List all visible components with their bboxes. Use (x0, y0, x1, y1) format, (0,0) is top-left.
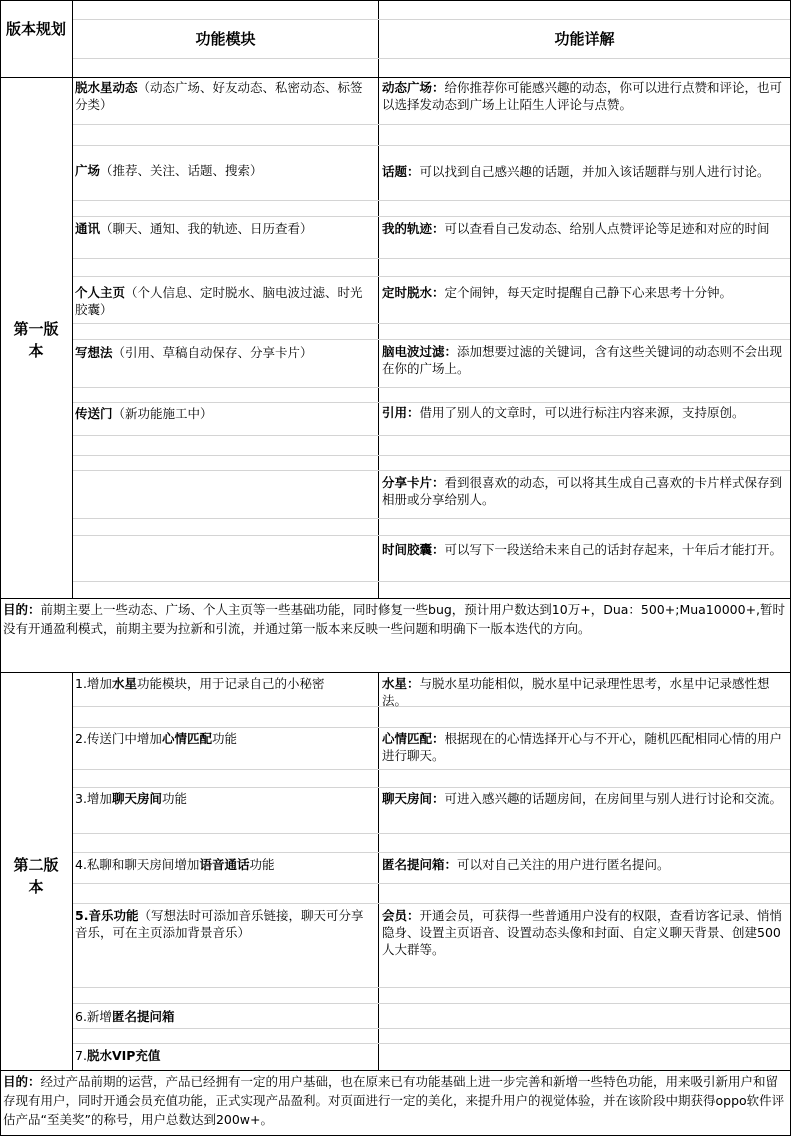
gridline (73, 124, 790, 125)
detail-title: 分享卡片： (382, 475, 445, 490)
v1-detail-6 (382, 404, 787, 421)
v2-goal (3, 1072, 787, 1129)
detail-title: 脑电波过滤： (382, 344, 458, 359)
col-sep-2b (378, 672, 379, 1070)
module-desc: （动态广场、好友动态、私密动态、标签分类） (75, 80, 363, 112)
v1-bottom (0, 598, 791, 599)
v2-module-4 (75, 856, 375, 873)
v2-module-7 (75, 1047, 375, 1064)
module-text: 3.增加 (75, 791, 112, 806)
v2-bottom (0, 1070, 791, 1071)
v1-label: 第一版本 (13, 320, 59, 360)
module-keyword: 脱水VIP充值 (86, 1048, 161, 1063)
gridline (73, 852, 790, 853)
v1-module-4 (75, 284, 375, 318)
gridline (73, 833, 790, 834)
module-title: 脱水星动态 (75, 80, 138, 95)
v1-detail-1 (382, 79, 787, 113)
v1-module-6 (75, 405, 375, 422)
border-left (0, 0, 1, 1136)
goal-label: 目的： (3, 1074, 41, 1089)
detail-title: 匿名提问箱： (382, 857, 458, 872)
module-title: 写想法 (75, 345, 113, 360)
gridline (73, 145, 790, 146)
gridline (73, 1028, 790, 1029)
v2-detail-1 (382, 675, 787, 709)
detail-title: 时间胶囊： (382, 542, 445, 557)
detail-desc: 可进入感兴趣的话题房间，在房间里与别人进行讨论和交流。 (444, 791, 783, 806)
col-sep-1b (72, 672, 73, 1070)
gridline (73, 387, 790, 388)
v1-module-1 (75, 79, 375, 113)
goal-text: 前期主要上一些动态、广场、个人主页等一些基础功能，同时修复一些bug，预计用户数达到10万+，Dua：500+;Mua10000+,暂时没有开通盈利模式，前期主要为拉新和引流，并通过第一版本来反映一些问题和明确下一版本迭代的方向。 (3, 602, 786, 636)
detail-title: 会员： (382, 908, 420, 923)
module-desc: （聊天、通知、我的轨迹、日历查看） (100, 221, 313, 236)
module-keyword: 语音通话 (199, 857, 250, 872)
v2-detail-3 (382, 790, 787, 807)
gridline (73, 987, 790, 988)
detail-title: 聊天房间： (382, 791, 445, 806)
header-bottom (0, 77, 791, 78)
detail-desc: 根据现在的心情选择开心与不开心，随机匹配相同心情的用户进行聊天。 (382, 731, 783, 763)
v1-detail-3 (382, 220, 787, 237)
border-top (0, 0, 791, 1)
v2-label: 第二版本 (13, 856, 59, 896)
detail-desc: 给你推荐你可能感兴趣的动态，你可以进行点赞和评论，也可以选择发动态到广场上让陌生人评论与点赞。 (382, 80, 783, 112)
gridline (73, 787, 790, 788)
gridline (73, 769, 790, 770)
module-title: 个人主页 (75, 285, 126, 300)
gridline (73, 518, 790, 519)
col-sep-1 (72, 0, 73, 598)
detail-title: 话题： (382, 164, 420, 179)
gridline (73, 455, 790, 456)
gridline (73, 200, 790, 201)
module-text: 功能模块，用于记录自己的小秘密 (136, 676, 325, 691)
module-text: 4.私聊和聊天房间增加 (75, 857, 200, 872)
detail-desc: 可以查看自己发动态、给别人点赞评论等足迹和对应的时间 (444, 221, 770, 236)
gridline (73, 216, 790, 217)
detail-desc: 添加想要过滤的关键词，含有这些关键词的动态则不会出现在你的广场上。 (382, 344, 783, 376)
v2-detail-5 (382, 907, 787, 958)
header-module: 功能模块 (195, 30, 256, 48)
v1-goal (3, 600, 787, 638)
module-title: 传送门 (75, 406, 113, 421)
detail-desc: 开通会员，可获得一些普通用户没有的权限，查看访客记录、悄悄隐身、设置主页语音、设置动态头像和封面、自定义聊天背景、创建500人大群等。 (382, 908, 783, 957)
gridline (73, 903, 790, 904)
detail-desc: 可以找到自己感兴趣的话题，并加入该话题群与别人进行讨论。 (419, 164, 770, 179)
v1-module-2 (75, 162, 375, 179)
gridline (73, 883, 790, 884)
v1-detail-8 (382, 541, 787, 558)
detail-title: 定时脱水： (382, 285, 445, 300)
module-text: 2.传送门中增加 (75, 731, 162, 746)
gridline (73, 1043, 790, 1044)
module-desc: （个人信息、定时脱水、脑电波过滤、时光胶囊） (75, 285, 363, 317)
detail-title: 心情匹配： (382, 731, 445, 746)
gridline (73, 19, 790, 20)
detail-desc: 借用了别人的文章时，可以进行标注内容来源，支持原创。 (419, 405, 745, 420)
detail-desc: 定个闹钟，每天定时提醒自己静下心来思考十分钟。 (444, 285, 733, 300)
header-detail: 功能详解 (554, 30, 615, 48)
v2-module-3 (75, 790, 375, 807)
module-title: 广场 (75, 163, 101, 178)
goal-label: 目的： (3, 602, 41, 617)
module-keyword: 水星 (111, 676, 137, 691)
module-text: 1.增加 (75, 676, 112, 691)
goal1-bottom (0, 672, 791, 673)
v2-module-1 (75, 675, 375, 692)
v2-module-6 (75, 1008, 375, 1025)
v1-detail-2 (382, 163, 787, 180)
gridline (73, 581, 790, 582)
module-text: 功能 (211, 731, 237, 746)
v1-detail-7 (382, 474, 787, 508)
detail-title: 动态广场： (382, 80, 445, 95)
v1-detail-4 (382, 284, 787, 301)
gridline (73, 535, 790, 536)
v1-detail-5 (382, 343, 787, 377)
detail-title: 我的轨迹： (382, 221, 445, 236)
gridline (73, 323, 790, 324)
detail-desc: 与脱水星功能相似，脱水星中记录理性思考，水星中记录感性想法。 (382, 676, 770, 708)
module-text: 功能 (161, 791, 187, 806)
header-version: 版本规划 (6, 20, 67, 38)
detail-desc: 可以对自己关注的用户进行匿名提问。 (457, 857, 670, 872)
module-text: （写想法时可添加音乐链接，聊天可分享音乐，可在主页添加背景音乐） (75, 908, 364, 940)
gridline (73, 339, 790, 340)
module-title: 通讯 (75, 221, 101, 236)
v1-module-5 (75, 344, 375, 361)
goal-text: 经过产品前期的运营，产品已经拥有一定的用户基础，也在原来已有功能基础上进一步完善和新增一些特色功能，用来吸引新用户和留存现有用户，同时开通会员充值功能，正式实现产品盈利。对页面进行一定的美化，来提升用户的视觉体验，并在该阶段中期获得oppo软件评估产品“至美奖”的称号，用户总数达到200w+。 (3, 1074, 785, 1127)
module-keyword: 匿名提问箱 (111, 1009, 175, 1024)
v2-module-5 (75, 907, 375, 941)
v2-detail-4 (382, 856, 787, 873)
module-text: 7. (75, 1048, 87, 1063)
module-desc: （推荐、关注、话题、搜索） (100, 163, 263, 178)
module-desc: （新功能施工中） (112, 406, 213, 421)
gridline (73, 258, 790, 259)
detail-title: 引用： (382, 405, 420, 420)
module-text: 6.新增 (75, 1009, 112, 1024)
gridline (73, 435, 790, 436)
module-text: 功能 (249, 857, 275, 872)
detail-desc: 可以写下一段送给未来自己的话封存起来，十年后才能打开。 (444, 542, 783, 557)
module-keyword: 心情匹配 (161, 731, 212, 746)
module-keyword: 5.音乐功能 (75, 908, 139, 923)
detail-title: 水星： (382, 676, 420, 691)
gridline (73, 276, 790, 277)
gridline (73, 402, 790, 403)
module-keyword: 聊天房间 (111, 791, 162, 806)
module-desc: （引用、草稿自动保存、分享卡片） (112, 345, 313, 360)
col-sep-2 (378, 0, 379, 598)
v1-module-3 (75, 220, 375, 237)
v2-detail-2 (382, 730, 787, 764)
gridline (73, 470, 790, 471)
gridline (73, 727, 790, 728)
detail-desc: 看到很喜欢的动态，可以将其生成自己喜欢的卡片样式保存到相册或分享给别人。 (382, 475, 783, 507)
gridline (73, 58, 790, 59)
gridline (73, 1003, 790, 1004)
v2-module-2 (75, 730, 375, 747)
